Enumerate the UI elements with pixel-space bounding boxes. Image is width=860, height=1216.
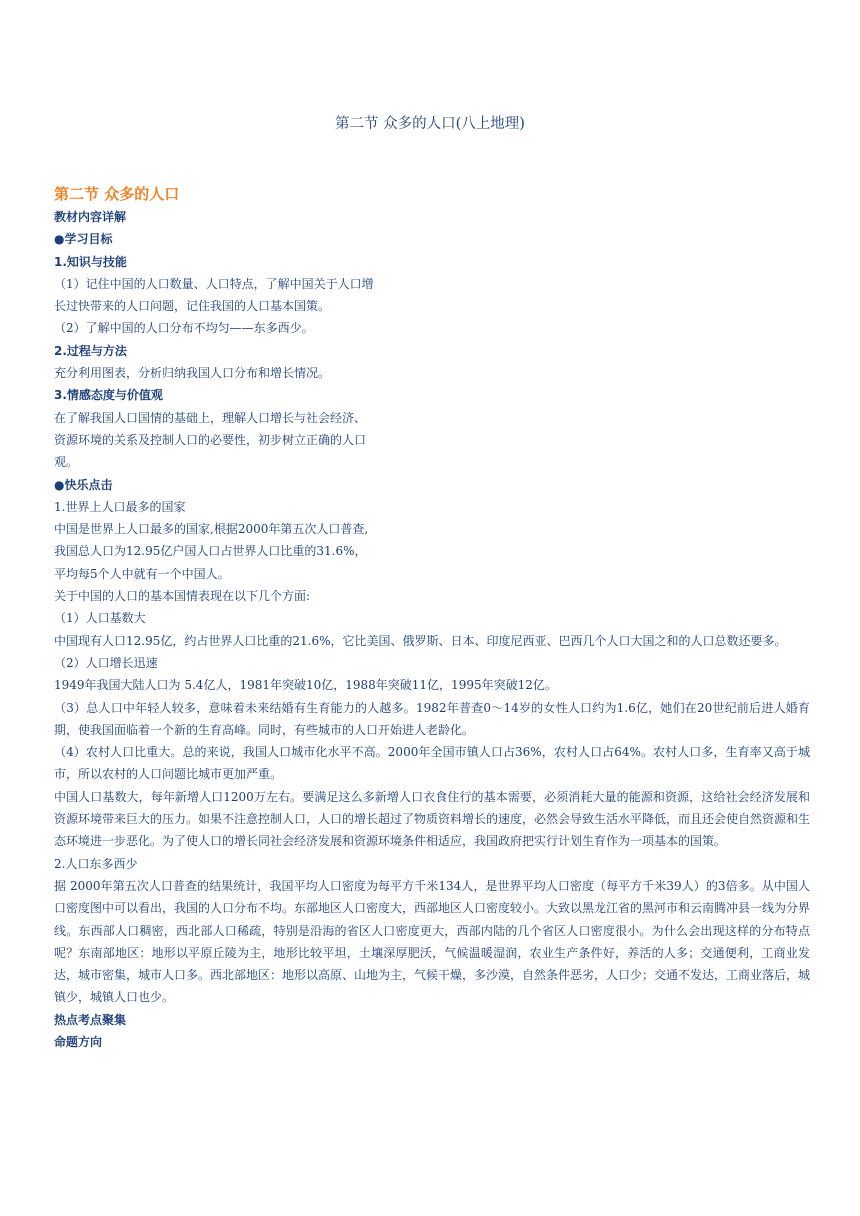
text-line: 在了解我国人口国情的基础上，理解人口增长与社会经济、 <box>54 410 367 425</box>
paragraph: 据 2000年第五次人口普查的结果统计，我国平均人口密度为每平方千米134人，是世界平均人口密度（每平方千米39人）的3倍多。从中国人口密度图中可以看出，我国的人口分布不均。东部地区人口密度大，西部地区人口密度较小。大致以黑龙江省的黑河市和云南腾冲县一线为分界线。东西部人口稠密，西北部人口稀疏，特别是沿海的省区人口密度更大，西部内陆的几个省区人口密度很小。为什么会出现这样的分布特点呢？东南部地区：地形以平原丘陵为主，地形比较平坦，土壤深厚肥沃，气候温暖湿润，农业生产条件好，养活的人多；交通便利，工商业发达，城市密集，城市人口多。西北部地区：地形以高原、山地为主，气候干燥，多沙漠，自然条件恶劣，人口少；交通不发达，工商业落后，城镇少，城镇人口也少。 <box>54 878 811 1005</box>
heading-line: 3.情感态度与价值观 <box>54 388 163 403</box>
objectives-block <box>54 206 810 630</box>
heading-line: 教材内容详解 <box>54 210 127 224</box>
paragraph: （2）人口增长迅速 <box>54 655 158 670</box>
text-line: 资源环境的关系及控制人口的必要性，初步树立正确的人口 <box>54 432 367 447</box>
paragraph: （3）总人口中年轻人较多，意味着未来结婚有生育能力的人越多。1982年普查0～14岁的女性人口约为1.6亿，她们在20世纪前后进人婚育期，使我国面临着一个新的生育高峰。同时，有些城市的人口开始进人老龄化。 <box>54 700 810 737</box>
heading-line: 1.知识与技能 <box>54 254 127 269</box>
paragraph: 1949年我国大陆人口为 5.4亿人，1981年突破10亿，1988年突破11亿，1995年突破12亿。 <box>54 678 557 693</box>
heading-line: 命题方向 <box>54 1034 103 1049</box>
text-line: （1）人口基数大 <box>54 611 146 626</box>
section-heading: 第二节 众多的人口 <box>54 185 180 203</box>
text-line: 我国总人口为12.95亿户国人口占世界人口比重的31.6%， <box>54 544 367 559</box>
paragraph: 2.人口东多西少 <box>54 856 138 871</box>
heading-line: 2.过程与方法 <box>54 343 127 358</box>
text-line: 长过快带来的人口问题，记住我国的人口基本国策。 <box>54 299 331 314</box>
paragraph: 中国现有人口12.95亿，约占世界人口比重的21.6%，它比美国、俄罗斯、日本、印度尼西亚、巴西几个人口大国之和的人口总数还要多。 <box>54 633 787 648</box>
text-line: 平均每5个人中就有一个中国人。 <box>54 566 230 581</box>
heading-line: ●学习目标 <box>54 232 113 247</box>
heading-line: ●快乐点击 <box>54 477 113 492</box>
paragraph: （4）农村人口比重大。总的来说，我国人口城市化水平不高。2000年全国市镇人口占36%，农村人口占64%。农村人口多，生育率又高于城市，所以农村的人口问题比城市更加严重。 <box>54 745 810 782</box>
text-line: 1.世界上人口最多的国家 <box>54 499 186 514</box>
heading-line: 热点考点聚集 <box>54 1012 127 1027</box>
page-title: 第二节 众多的人口(八上地理) <box>335 116 525 132</box>
text-line: 中国是世界上人口最多的国家,根据2000年第五次人口普查, <box>54 522 369 537</box>
document-body <box>54 183 810 1053</box>
text-line: （2）了解中国的人口分布不均匀——东多西少。 <box>54 321 314 336</box>
text-line: （1）记住中国的人口数量、人口特点，了解中国关于人口增 <box>54 276 374 291</box>
details-block <box>54 630 810 1054</box>
text-line: 充分利用图表，分析归纳我国人口分布和增长情况。 <box>54 366 331 381</box>
text-line: 关于中国的人口的基本国情表现在以下几个方面: <box>54 589 311 604</box>
text-line: 观。 <box>54 455 79 470</box>
paragraph: 中国人口基数大，每年新增人口1200万左右。要满足这么多新增人口衣食住行的基本需要，必须消耗大量的能源和资源，这给社会经济发展和资源环境带来巨大的压力。如果不注意控制人口，人口的增长超过了物质资料增长的速度，必然会导致生活水平降低，而且还会使自然资源和生态环境进一步恶化。为了使人口的增长同社会经济发展和资源环境条件相适应，我国政府把实行计划生育作为一项基本的国策。 <box>54 789 811 849</box>
